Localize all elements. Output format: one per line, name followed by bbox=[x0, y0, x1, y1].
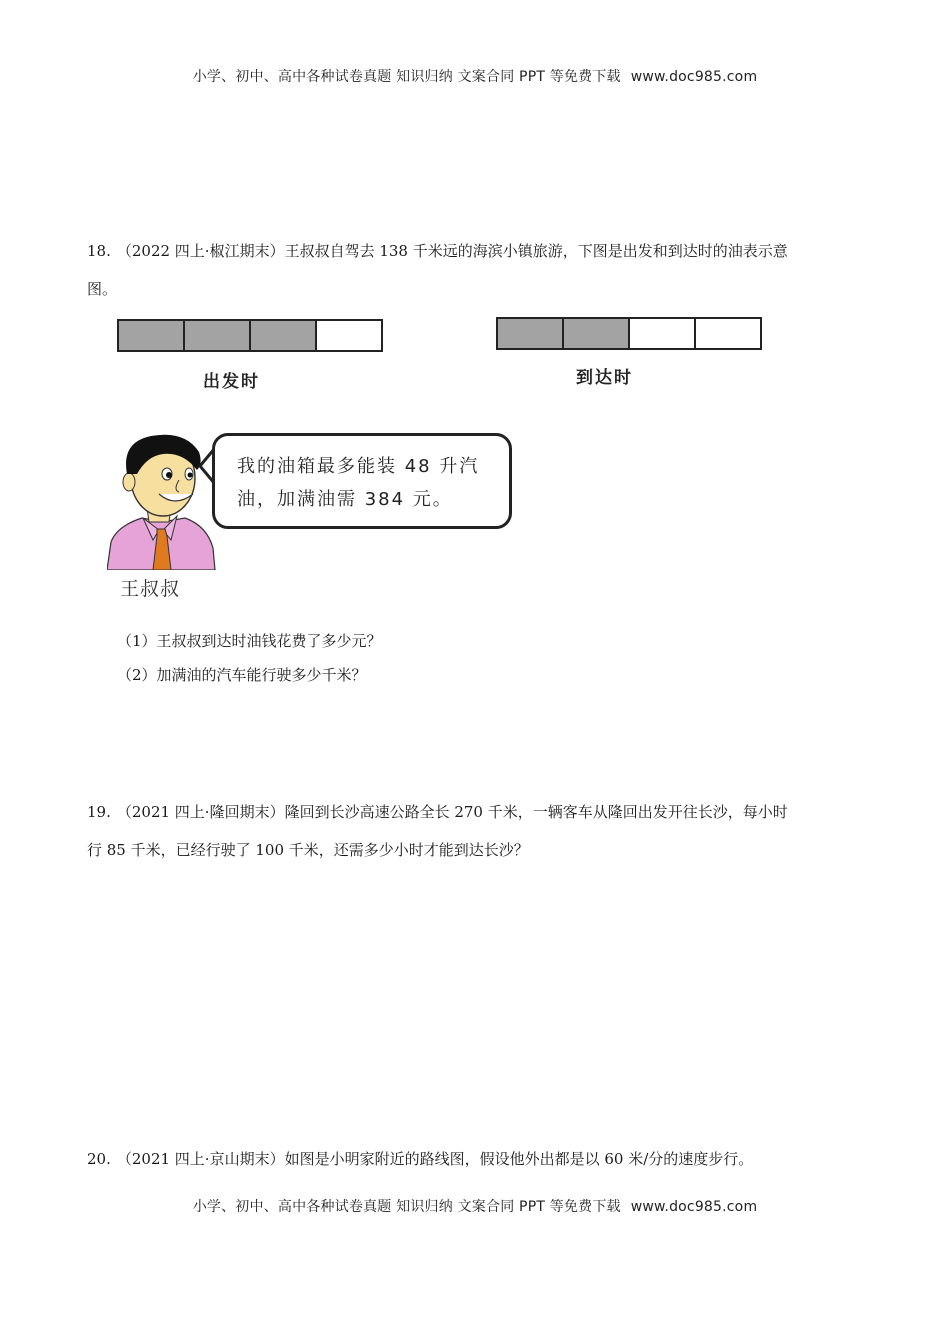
question-19-line2: 行 85 千米，已经行驶了 100 千米，还需多少小时才能到达长沙？ bbox=[87, 841, 529, 859]
question-text: 如图是小明家附近的路线图，假设他外出都是以 60 米/分的速度步行。 bbox=[284, 1150, 754, 1168]
fuel-gauge-departure bbox=[117, 319, 383, 352]
question-source: （2021 四上·京山期末） bbox=[116, 1150, 285, 1168]
question-number: 19. bbox=[87, 803, 111, 821]
question-number: 20. bbox=[87, 1150, 111, 1168]
question-20 bbox=[87, 1140, 867, 1178]
gauge-cell-filled bbox=[119, 321, 185, 350]
question-19-line1 bbox=[87, 793, 867, 831]
question-18-line1 bbox=[87, 232, 867, 270]
question-20-line1 bbox=[87, 1140, 867, 1178]
page-header bbox=[0, 66, 950, 86]
gauge-cell-filled bbox=[564, 319, 630, 348]
gauge-cell-empty bbox=[317, 321, 381, 350]
question-18 bbox=[87, 232, 867, 308]
question-19 bbox=[87, 793, 867, 869]
question-text: 隆回到长沙高速公路全长 270 千米，一辆客车从隆回出发开往长沙，每小时 bbox=[284, 803, 788, 821]
header-site[interactable]: www.doc985.com bbox=[630, 69, 758, 85]
sub-question-2: （2）加满油的汽车能行驶多少千米？ bbox=[117, 666, 367, 684]
person-name-label: 王叔叔 bbox=[120, 578, 181, 600]
question-number: 18. bbox=[87, 242, 111, 260]
footer-text: 小学、初中、高中各种试卷真题 知识归纳 文案合同 PPT 等免费下载 bbox=[192, 1199, 621, 1215]
gauge-cell-empty bbox=[630, 319, 696, 348]
page-footer bbox=[0, 1196, 950, 1216]
header-text: 小学、初中、高中各种试卷真题 知识归纳 文案合同 PPT 等免费下载 bbox=[192, 69, 621, 85]
speech-line-1: 我的油箱最多能装 48 升汽 bbox=[237, 456, 480, 477]
question-18-line2: 图。 bbox=[87, 280, 118, 298]
speech-bubble bbox=[212, 433, 512, 529]
sub-question-1: （1）王叔叔到达时油钱花费了多少元？ bbox=[117, 632, 382, 650]
question-text: 王叔叔自驾去 138 千米远的海滨小镇旅游，下图是出发和到达时的油表示意 bbox=[284, 242, 788, 260]
question-source: （2022 四上·椒江期末） bbox=[116, 242, 285, 260]
speech-line-2: 油，加满油需 384 元。 bbox=[237, 489, 453, 510]
gauge-cell-filled bbox=[185, 321, 251, 350]
gauge-label-arrival: 到达时 bbox=[576, 368, 633, 388]
fuel-gauge-arrival bbox=[496, 317, 762, 350]
footer-site[interactable]: www.doc985.com bbox=[630, 1199, 758, 1215]
gauge-cell-filled bbox=[251, 321, 317, 350]
gauge-label-departure: 出发时 bbox=[203, 372, 260, 392]
gauge-cell-filled bbox=[498, 319, 564, 348]
gauge-cell-empty bbox=[696, 319, 760, 348]
question-source: （2021 四上·隆回期末） bbox=[116, 803, 285, 821]
